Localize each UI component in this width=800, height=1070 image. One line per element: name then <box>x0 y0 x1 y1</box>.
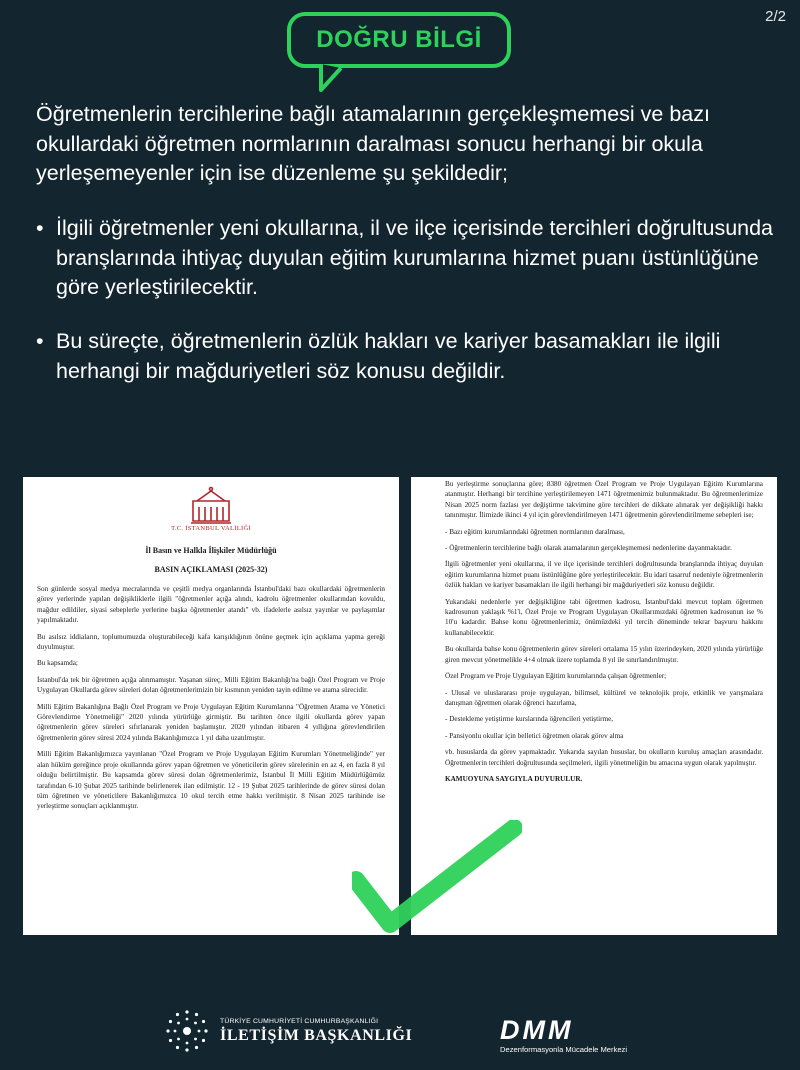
doc-paragraph: - Destekleme yetiştirme kurslarında öğrencileri yetiştirme, <box>445 715 614 724</box>
page-number: 2/2 <box>765 8 786 25</box>
doc-paragraph: İstanbul'da tek bir öğretmen açığa alınmamıştır. Yaşanan süreç, Milli Eğitim Bakanlığı'na bağlı Özel Program ve Proje Uygulayan Okullarda görev süreleri dolan öğretmenlerimizin bir kısmının yeniden tayin edilme ve atama sürecidir. <box>37 675 385 695</box>
iletisim-emblem-icon <box>164 1008 210 1054</box>
doc-paragraph: - Bazı eğitim kurumlarındaki öğretmen normlarının daralması, <box>445 527 625 536</box>
doc-paragraph: Özel Program ve Proje Uygulayan Eğitim kurumlarında çalışan öğretmenler; <box>445 672 667 681</box>
press-release-page-1 <box>23 477 399 935</box>
dmm-logo-text: DMM <box>500 1015 574 1045</box>
doc-paragraph: Yukarıdaki nedenlerle yer değişikliğine tabi öğretmen kadrosu, İstanbul'daki mevcut toplam öğretmen kadrosunun yaklaşık %1'i, Özel Proje ve Program Uygulayan Okullarımızdaki öğretmen kadrosunun ise % 10'u kadardır. Bahse konu öğretmenlerimiz, önümüzdeki yıl tercih döneminde tekrar başvuru hakkını kullanabilecektir. <box>445 597 763 637</box>
checkmark-icon <box>352 820 522 940</box>
doc-paragraph: - Ulusal ve uluslararası proje uygulayan, bilimsel, kültürel ve teknolojik proje, etkinlik ve yarışmalara danışman öğretmen olarak öğrenci hazırlama, <box>445 688 763 707</box>
dmm-subtitle: Dezenformasyonla Mücadele Merkezi <box>500 1045 628 1054</box>
doc-paragraph: Bu okullarda bahse konu öğretmenlerin görev süreleri ortalama 15 yılın üzerindeyken, 2020 yılında yürürlüğe giren mevcut yönetmelikle 4+4 olmak üzere toplamda 8 yıl ile sınırlandırılmıştır. <box>445 645 763 664</box>
doc-closing: KAMUOYUNA SAYGIYLA DUYURULUR. <box>445 774 583 783</box>
doc-paragraph: İlgili öğretmenler yeni okullarına, il ve ilçe içerisinde tercihleri doğrultusunda branşlarında ihtiyaç duyulan eğitim kurumlarına hizmet puanı üstünlüğüne göre yerleştirilecektir. Bu idari tasarruf nedeniyle öğretmenlerin özlük hakları ve kariyer basamakları ile ilgili herhangi bir mağduriyetleri söz konusu değildir. <box>445 560 763 590</box>
doc-paragraph: - Pansiyonlu okullar için belletici öğretmen olarak görev alma <box>445 731 624 740</box>
doc-paragraph: Bu kapsamda; <box>37 659 78 668</box>
bullet-item <box>36 327 776 386</box>
press-release-title: BASIN AÇIKLAMASI (2025-32) <box>154 565 268 574</box>
doc-paragraph: Bu asılsız iddiaların, toplumumuzda oluşturabileceği kafa karışıklığının önüne geçmek için açıklama yapma gereği duyulmuştur. <box>37 632 385 652</box>
bullet-symbol: • <box>36 216 44 240</box>
doc-paragraph: Son günlerde sosyal medya mecralarında ve çeşitli medya organlarında İstanbul'daki bazı okullardaki öğretmenlerin görev yerlerinde yapılan değişikliklerle ilgili "öğretmenler açığa alındı, kadrolu öğretmenler okullarından kovuldu, mağdur edildiler, siyasi sebeplerle yerlerine başka öğretmenler atandı" vb. ifadelerle asılsız yayınlar ve paylaşımlar yapılmaktadır. <box>37 585 385 625</box>
department-name: İl Basın ve Halkla İlişkiler Müdürlüğü <box>145 546 277 555</box>
doc-paragraph: Milli Eğitim Bakanlığımızca yayınlanan "Özel Program ve Proje Uygulayan Eğitim Kurumları Yönetmeliğinde" yer alan hüküm gereğince proje okullarında görev yapan öğretmen ve yöneticilerin görev sürelerinin en az 4, en fazla 8 yıl olduğu belirtilmiştir. Bu kapsamda görev süresi dolan öğretmenlerimiz, İstanbul İl Milli Eğitim Müdürlüğümüz tarafından 6-10 Şubat 2025 tarihinde belirlenerek ilan edilmiştir. 12 - 19 Şubat 2025 tarihlerinde de görev süresi dolan tüm öğretmen ve yöneticilere Bakanlığımızca 10 okul tercih etme hakkı verilmiştir. 8 Nisan 2025 tarihinde ise yerleştirme sonuçları açıklanmıştır. <box>37 750 385 811</box>
badge-label: DOĞRU BİLGİ <box>287 12 511 68</box>
bullet-symbol: • <box>36 329 44 353</box>
dmm-logo <box>500 1017 660 1054</box>
bullet-item <box>36 214 776 303</box>
seal-icon <box>187 485 235 525</box>
doc-paragraph: Bu yerleştirme sonuçlarına göre; 8380 öğretmen Özel Program ve Proje Uygulayan Eğitim Kurumlarına atanmıştır. Herhangi bir tercihine yerleştirilemeyen 1471 öğretmenimiz bulunmaktadır. Bu öğretmenlerimize Nisan 2025 norm fazlası yer değiştirme takvimine göre tercihleri de dikkate alınarak yer değişikliği hakkı tanınmıştır. İlimizde ikinci 4 yıl için görevlendirilmeyen 1471 öğretmenin görevlendirilmeme sebepleri ise; <box>445 480 763 520</box>
speech-tail-icon <box>319 64 349 94</box>
doc-paragraph: Milli Eğitim Bakanlığına Bağlı Özel Program ve Proje Uygulayan Eğitim Kurumlarına "Öğretmen Atama ve Yönetici Görevlendirme Yönetmeliği" 2020 yılında yürürlüğe girmiştir. Bu tarihten önce ilgili okullarda görev yapan öğretmenlerin görev süreleri sıfırlanarak yeniden başlamıştır. 2020 yılından itibaren 4 yıllığına görevlendirilen öğretmenlerin görev süresi 2024 yılında Bakanlığımızca 1 yıl daha uzatılmıştır. <box>37 702 385 742</box>
footer-left-title: İLETİŞİM BAŞKANLIĞI <box>220 1026 413 1044</box>
seal-caption: T.C. İSTANBUL VALİLİĞİ <box>171 525 251 532</box>
bullet-text: Bu süreçte, öğretmenlerin özlük hakları ve kariyer basamakları ile ilgili herhangi bir mağduriyetleri söz konusu değildir. <box>56 329 721 383</box>
footer-left-subtitle: TÜRKİYE CUMHURİYETİ CUMHURBAŞKANLIĞI <box>220 1017 379 1025</box>
bullet-text: İlgili öğretmenler yeni okullarına, il ve ilçe içerisinde tercihleri doğrultusunda branşlarında ihtiyaç duyulan eğitim kurumlarına hizmet puanı üstünlüğüne göre yerleştirilecektir. <box>56 216 774 299</box>
doc-paragraph: - Öğretmenlerin tercihlerine bağlı olarak atamalarının gerçekleşmemesi nedenlerine dayanmaktadır. <box>445 544 732 553</box>
intro-text: Öğretmenlerin tercihlerine bağlı atamalarının gerçekleşmemesi ve bazı okullardaki öğretmen normlarının daralması sonucu herhangi bir okula yerleşemeyenler için ise düzenleme şu şekildedir; <box>36 102 710 185</box>
iletisim-baskanligi-logo <box>164 1008 414 1054</box>
doc-paragraph: vb. hususlarda da görev yapmaktadır. Yukarıda sayılan hususlar, bu okulların kuruluş amaçları arasındadır. Öğretmenlerin tercihleri doğrultusunda seçilmeleri, ilgili yönetmeliğin bu amacına uygun olarak yapılmıştır. <box>445 748 763 767</box>
dogru-bilgi-badge <box>287 12 511 92</box>
